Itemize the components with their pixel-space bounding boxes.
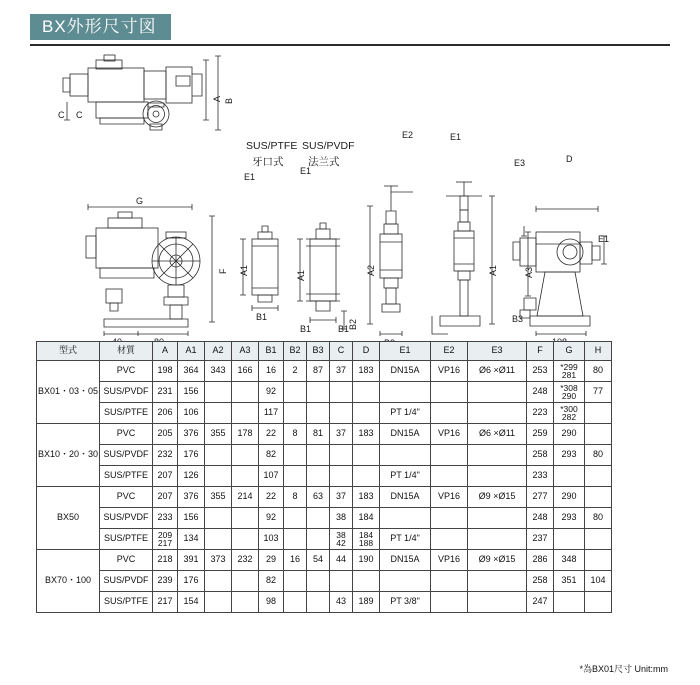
label-f-left: F: [218, 268, 228, 274]
cell-e1: DN15A: [380, 424, 431, 445]
cell-f: 253: [527, 361, 554, 382]
cell-material: SUS/PVDF: [100, 382, 153, 403]
cell-e1: DN15A: [380, 361, 431, 382]
table-body: [37, 361, 612, 613]
cell-b2: 2: [284, 361, 307, 382]
cell-e3: [468, 466, 527, 487]
label-sus-pvdf: SUS/PVDF: [302, 140, 355, 152]
cell-b1: 92: [259, 382, 284, 403]
cell-b2: 16: [284, 550, 307, 571]
table-row: [37, 382, 612, 403]
cell-b1: 22: [259, 424, 284, 445]
cell-e1: DN15A: [380, 487, 431, 508]
label-e1-b: E1: [300, 166, 312, 176]
cell-c: [330, 445, 353, 466]
cell-a2: [205, 445, 232, 466]
cell-d: [353, 382, 380, 403]
cell-model: BX01・03・05: [37, 361, 100, 424]
cell-f: 233: [527, 466, 554, 487]
th-e3: E3: [468, 342, 527, 361]
cell-b3: [307, 403, 330, 424]
page-title: BX外形尺寸図: [30, 14, 171, 40]
cell-e2: [431, 466, 468, 487]
cell-h: [585, 487, 612, 508]
cell-b3: [307, 466, 330, 487]
cell-a2: [205, 466, 232, 487]
cell-a: 198: [153, 361, 178, 382]
cell-b1: 22: [259, 487, 284, 508]
label-e1-c: E1: [450, 132, 462, 142]
cell-e3: [468, 508, 527, 529]
cell-h: 80: [585, 508, 612, 529]
cell-d: 183: [353, 361, 380, 382]
cell-c: 44: [330, 550, 353, 571]
cell-a3: [232, 592, 259, 613]
cell-a: 205: [153, 424, 178, 445]
cell-material: SUS/PTFE: [100, 529, 153, 550]
table-row: [37, 445, 612, 466]
cell-material: SUS/PVDF: [100, 571, 153, 592]
label-e1-d: E1: [598, 234, 610, 244]
cell-e3: [468, 382, 527, 403]
cell-a: 239: [153, 571, 178, 592]
cell-b3: [307, 592, 330, 613]
cell-material: SUS/PTFE: [100, 466, 153, 487]
cell-h: 77: [585, 382, 612, 403]
label-b2-a: B2: [348, 318, 358, 330]
cell-f: 258: [527, 571, 554, 592]
cell-a2: [205, 571, 232, 592]
cell-f: 237: [527, 529, 554, 550]
cell-d: 190: [353, 550, 380, 571]
cell-e3: [468, 571, 527, 592]
cell-a2: 355: [205, 487, 232, 508]
cell-h: [585, 424, 612, 445]
cell-e3: [468, 445, 527, 466]
cell-h: [585, 529, 612, 550]
cell-e2: [431, 592, 468, 613]
label-c-left: C: [58, 110, 65, 120]
cell-c: [330, 571, 353, 592]
cell-material: PVC: [100, 361, 153, 382]
label-a1-c: A1: [488, 264, 498, 276]
cell-e1: PT 1/4": [380, 466, 431, 487]
th-b1: B1: [259, 342, 284, 361]
cell-model: BX10・20・30: [37, 424, 100, 487]
cell-a3: 178: [232, 424, 259, 445]
cell-material: SUS/PVDF: [100, 445, 153, 466]
cell-b2: [284, 508, 307, 529]
cell-a3: [232, 403, 259, 424]
cell-b1: 98: [259, 592, 284, 613]
cell-d: 189: [353, 592, 380, 613]
table-row: [37, 424, 612, 445]
cell-e3: Ø9 ×Ø15: [468, 550, 527, 571]
cell-b2: [284, 529, 307, 550]
cell-a1: 176: [178, 571, 205, 592]
th-d: D: [353, 342, 380, 361]
cell-e2: [431, 403, 468, 424]
footnote: *為BX01尺寸 Unit:mm: [579, 664, 668, 674]
cell-material: SUS/PTFE: [100, 592, 153, 613]
cell-h: 80: [585, 361, 612, 382]
cell-b1: 117: [259, 403, 284, 424]
cell-g: 293: [554, 445, 585, 466]
cell-c: [330, 403, 353, 424]
cell-a3: 232: [232, 550, 259, 571]
cell-a: 217: [153, 592, 178, 613]
cell-e3: Ø6 ×Ø11: [468, 424, 527, 445]
cell-b2: [284, 466, 307, 487]
cell-a: 207: [153, 466, 178, 487]
cell-b3: [307, 508, 330, 529]
label-a1-b: A1: [296, 269, 306, 281]
cell-e2: VP16: [431, 424, 468, 445]
label-a-top: A: [212, 95, 222, 102]
table-row: [37, 403, 612, 424]
table-row: [37, 550, 612, 571]
th-a2: A2: [205, 342, 232, 361]
cell-d: 184: [353, 508, 380, 529]
cell-c: 37: [330, 361, 353, 382]
cell-a2: 373: [205, 550, 232, 571]
cell-a1: 376: [178, 424, 205, 445]
cell-b1: 107: [259, 466, 284, 487]
cell-e1: [380, 571, 431, 592]
cell-a3: 214: [232, 487, 259, 508]
cell-e1: PT 1/4": [380, 529, 431, 550]
label-e2: E2: [402, 130, 414, 140]
cell-a2: 355: [205, 424, 232, 445]
cell-g: [554, 466, 585, 487]
table-header: [37, 342, 612, 361]
cell-e2: VP16: [431, 487, 468, 508]
label-g: G: [136, 196, 144, 206]
cell-e3: [468, 529, 527, 550]
cell-d: 183: [353, 424, 380, 445]
title-bar: [30, 14, 670, 46]
specification-table: [36, 341, 612, 613]
cell-h: [585, 466, 612, 487]
table-row: [37, 571, 612, 592]
cell-c: 38: [330, 508, 353, 529]
cell-b2: 8: [284, 487, 307, 508]
cell-b1: 16: [259, 361, 284, 382]
label-sus-ptfe-sub: 牙口式: [252, 156, 284, 168]
th-h: H: [585, 342, 612, 361]
cell-g: 351: [554, 571, 585, 592]
cell-f: 248: [527, 508, 554, 529]
label-c-left-2: C: [76, 110, 83, 120]
cell-model: BX50: [37, 487, 100, 550]
cell-e2: VP16: [431, 550, 468, 571]
label-sus-ptfe: SUS/PTFE: [246, 140, 298, 152]
drawing-svg: [0, 46, 700, 336]
cell-b1: 29: [259, 550, 284, 571]
cell-a: 232: [153, 445, 178, 466]
cell-b3: 81: [307, 424, 330, 445]
cell-b3: [307, 571, 330, 592]
cell-a3: [232, 508, 259, 529]
cell-a1: 154: [178, 592, 205, 613]
cell-c: 38 42: [330, 529, 353, 550]
cell-b3: [307, 529, 330, 550]
cell-f: 259: [527, 424, 554, 445]
label-b3: B3: [512, 314, 524, 324]
cell-a3: [232, 382, 259, 403]
cell-a1: 376: [178, 487, 205, 508]
cell-g: 290: [554, 424, 585, 445]
cell-a: 231: [153, 382, 178, 403]
cell-e1: [380, 508, 431, 529]
cell-a2: 343: [205, 361, 232, 382]
cell-a: 218: [153, 550, 178, 571]
cell-model: BX70・100: [37, 550, 100, 613]
cell-a2: [205, 508, 232, 529]
cell-b3: 54: [307, 550, 330, 571]
cell-a: 207: [153, 487, 178, 508]
cell-d: 184 188: [353, 529, 380, 550]
cell-h: [585, 403, 612, 424]
th-f: F: [527, 342, 554, 361]
cell-a3: [232, 529, 259, 550]
cell-a3: [232, 466, 259, 487]
cell-d: [353, 571, 380, 592]
label-b1-a: B1: [256, 312, 268, 322]
cell-h: 80: [585, 445, 612, 466]
cell-e2: [431, 508, 468, 529]
label-a3: A3: [524, 266, 534, 278]
cell-a: 233: [153, 508, 178, 529]
table-row: [37, 529, 612, 550]
cell-e1: PT 1/4": [380, 403, 431, 424]
th-model: 型式: [37, 342, 100, 361]
cell-g: [554, 529, 585, 550]
cell-e2: [431, 382, 468, 403]
cell-a2: [205, 403, 232, 424]
cell-a1: 176: [178, 445, 205, 466]
cell-a1: 106: [178, 403, 205, 424]
cell-material: PVC: [100, 550, 153, 571]
cell-b3: [307, 382, 330, 403]
label-e3: E3: [514, 158, 526, 168]
label-b-top: B: [224, 97, 234, 104]
th-a: A: [153, 342, 178, 361]
th-b2: B2: [284, 342, 307, 361]
cell-e1: [380, 445, 431, 466]
cell-d: 183: [353, 487, 380, 508]
cell-g: *299 281: [554, 361, 585, 382]
th-c: C: [330, 342, 353, 361]
cell-material: PVC: [100, 487, 153, 508]
cell-a2: [205, 592, 232, 613]
cell-e2: [431, 529, 468, 550]
cell-e2: [431, 445, 468, 466]
cell-e3: Ø6 ×Ø11: [468, 361, 527, 382]
label-e1-a: E1: [244, 172, 256, 182]
cell-b2: [284, 403, 307, 424]
cell-g: *300 282: [554, 403, 585, 424]
label-b1-c: B1: [338, 324, 350, 334]
cell-f: 258: [527, 445, 554, 466]
cell-g: *308 290: [554, 382, 585, 403]
table-row: [37, 592, 612, 613]
cell-f: 248: [527, 382, 554, 403]
cell-a3: [232, 445, 259, 466]
cell-a2: [205, 382, 232, 403]
cell-e1: [380, 382, 431, 403]
th-g: G: [554, 342, 585, 361]
cell-g: [554, 592, 585, 613]
cell-f: 286: [527, 550, 554, 571]
cell-g: 348: [554, 550, 585, 571]
th-material: 材質: [100, 342, 153, 361]
cell-a2: [205, 529, 232, 550]
cell-c: 43: [330, 592, 353, 613]
cell-a1: 391: [178, 550, 205, 571]
label-a2: A2: [366, 264, 376, 276]
cell-a: 209 217: [153, 529, 178, 550]
cell-c: 37: [330, 487, 353, 508]
cell-e1: DN15A: [380, 550, 431, 571]
dimension-drawing: [0, 46, 700, 336]
cell-b2: [284, 382, 307, 403]
cell-a3: 166: [232, 361, 259, 382]
cell-b2: [284, 445, 307, 466]
cell-e3: [468, 592, 527, 613]
cell-e3: Ø9 ×Ø15: [468, 487, 527, 508]
cell-a1: 134: [178, 529, 205, 550]
cell-c: [330, 382, 353, 403]
label-sus-pvdf-sub: 法兰式: [308, 156, 340, 168]
cell-a1: 156: [178, 508, 205, 529]
table-row: [37, 361, 612, 382]
cell-c: [330, 466, 353, 487]
cell-e2: VP16: [431, 361, 468, 382]
cell-b3: [307, 445, 330, 466]
table-row: [37, 466, 612, 487]
cell-h: [585, 550, 612, 571]
th-a3: A3: [232, 342, 259, 361]
label-d: D: [566, 154, 573, 164]
cell-a1: 156: [178, 382, 205, 403]
cell-a1: 126: [178, 466, 205, 487]
cell-h: [585, 592, 612, 613]
cell-e2: [431, 571, 468, 592]
table-row: [37, 508, 612, 529]
th-e1: E1: [380, 342, 431, 361]
cell-a: 206: [153, 403, 178, 424]
cell-f: 223: [527, 403, 554, 424]
th-b3: B3: [307, 342, 330, 361]
cell-b3: 87: [307, 361, 330, 382]
cell-d: [353, 445, 380, 466]
cell-b2: [284, 592, 307, 613]
label-a1-a: A1: [239, 264, 249, 276]
cell-b2: [284, 571, 307, 592]
cell-f: 247: [527, 592, 554, 613]
cell-b1: 82: [259, 445, 284, 466]
table-row: [37, 487, 612, 508]
cell-b1: 92: [259, 508, 284, 529]
cell-b3: 63: [307, 487, 330, 508]
th-e2: E2: [431, 342, 468, 361]
cell-c: 37: [330, 424, 353, 445]
cell-d: [353, 403, 380, 424]
cell-f: 277: [527, 487, 554, 508]
cell-h: 104: [585, 571, 612, 592]
label-b1-b: B1: [300, 324, 312, 334]
cell-material: PVC: [100, 424, 153, 445]
cell-b2: 8: [284, 424, 307, 445]
cell-g: 293: [554, 508, 585, 529]
cell-e1: PT 3/8": [380, 592, 431, 613]
cell-material: SUS/PVDF: [100, 508, 153, 529]
cell-e3: [468, 403, 527, 424]
cell-b1: 82: [259, 571, 284, 592]
cell-g: 290: [554, 487, 585, 508]
table-header-row: [37, 342, 612, 361]
cell-b1: 103: [259, 529, 284, 550]
cell-material: SUS/PTFE: [100, 403, 153, 424]
cell-a1: 364: [178, 361, 205, 382]
cell-a3: [232, 571, 259, 592]
cell-d: [353, 466, 380, 487]
th-a1: A1: [178, 342, 205, 361]
